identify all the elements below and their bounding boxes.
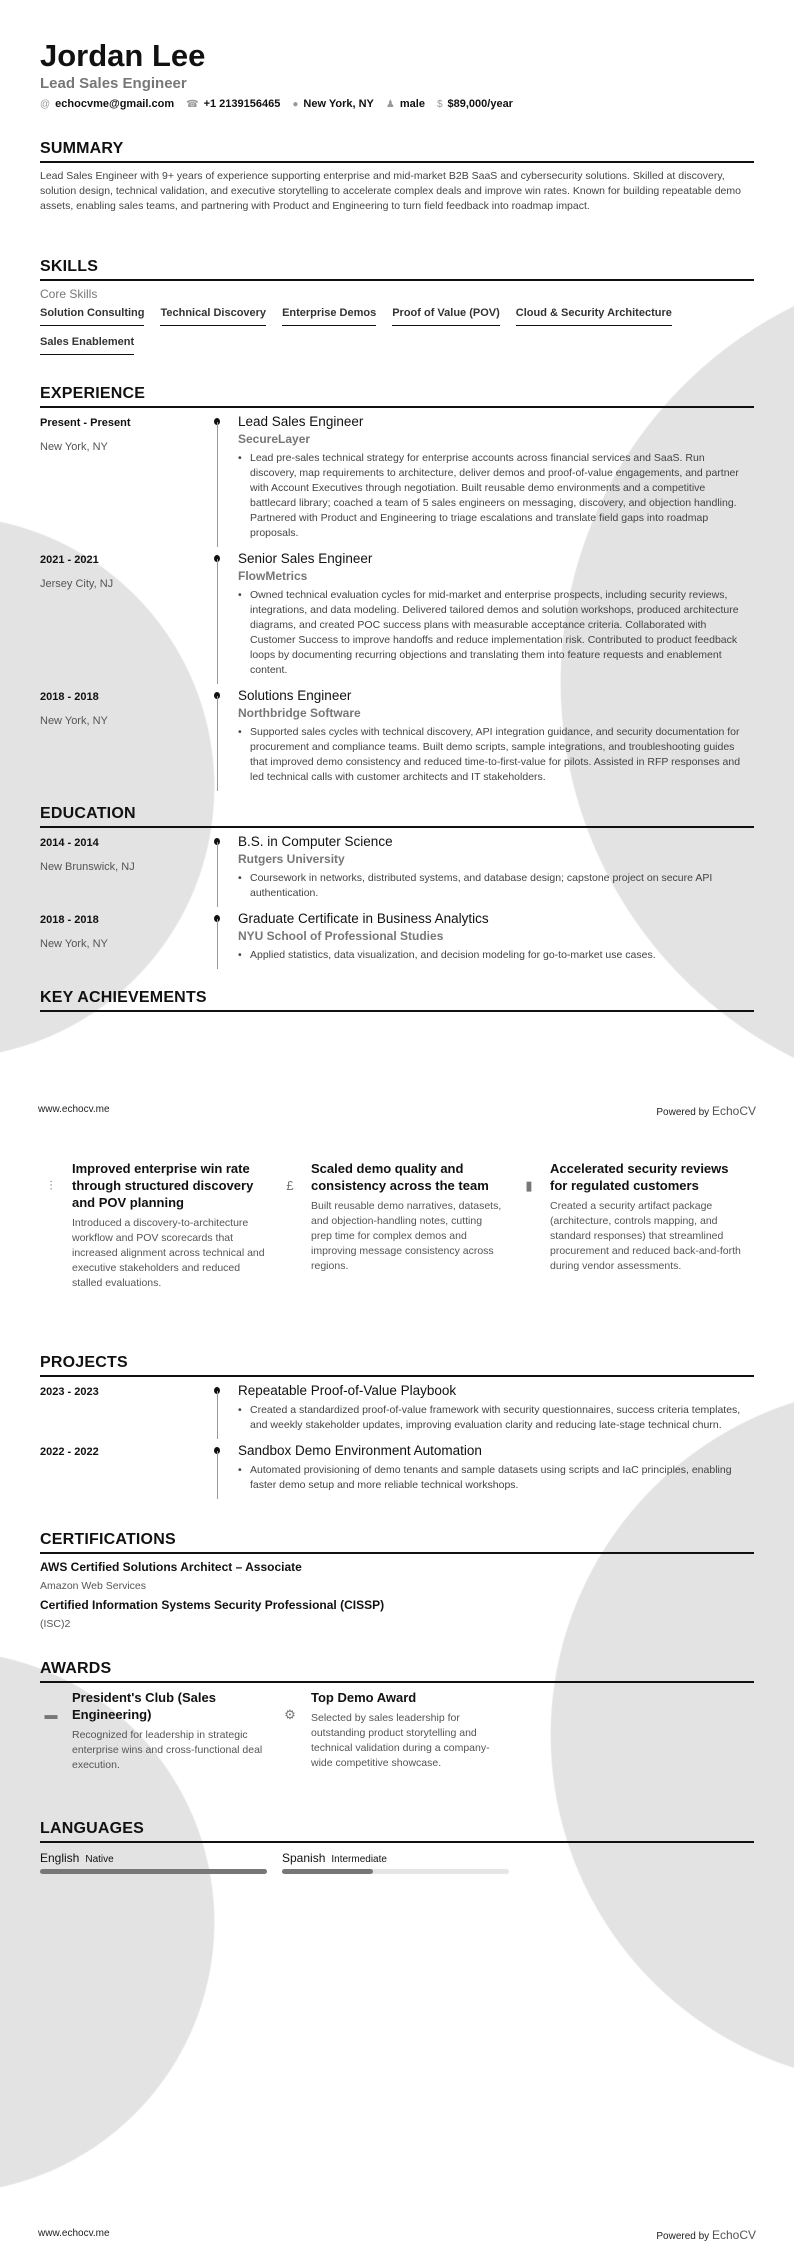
- footer-powered-text: Powered by: [656, 2231, 710, 2242]
- entry-meta: [40, 1443, 215, 1503]
- section-heading: EDUCATION: [40, 805, 754, 828]
- certification-issuer: (ISC)2: [40, 1618, 71, 1630]
- language-item: [40, 1849, 267, 1874]
- entry-organization: Rutgers University: [238, 852, 345, 866]
- entry-date: 2018 - 2018: [40, 914, 99, 926]
- experience-entry: [40, 551, 754, 688]
- entry-body: [238, 688, 754, 795]
- proficiency-fill: [40, 1869, 267, 1874]
- entry-bullet: • Created a standardized proof-of-value framework with security questionnaires, success criteria templates, and weekly stakeholder updates, improving evaluation clarity and reducing late-stage technical churn.: [238, 1403, 754, 1433]
- entry-body: [238, 834, 754, 911]
- item-content: [311, 1689, 504, 1773]
- item-content: [550, 1160, 743, 1291]
- item-title: Scaled demo quality and consistency across the team: [311, 1161, 489, 1193]
- proficiency-fill: [282, 1869, 373, 1874]
- achievements-section: [40, 1160, 754, 1291]
- language-label: [282, 1849, 509, 1867]
- skills-list: [40, 307, 754, 355]
- section-heading: CERTIFICATIONS: [40, 1531, 754, 1554]
- section-heading: AWARDS: [40, 1660, 754, 1683]
- language-level: Native: [85, 1854, 114, 1865]
- contact-salary: [437, 98, 513, 110]
- header: [40, 38, 754, 110]
- skill-group-label: Core Skills: [40, 287, 98, 301]
- certification-title: Certified Information Systems Security Professional (CISSP): [40, 1598, 385, 1612]
- footer-site-link[interactable]: www.echocv.me: [38, 2228, 110, 2239]
- sliders-icon: ⫶: [49, 1178, 53, 1193]
- footer-powered-text: Powered by: [656, 1107, 710, 1118]
- entry-organization: FlowMetrics: [238, 569, 308, 583]
- timeline-marker: [215, 834, 225, 911]
- skill-tag: Solution Consulting: [40, 307, 144, 326]
- skill-tag: Technical Discovery: [160, 307, 266, 326]
- skills-section: [40, 258, 754, 355]
- location-icon: ●: [292, 99, 299, 110]
- entry-title: Repeatable Proof-of-Value Playbook: [238, 1383, 457, 1398]
- achievements-heading-section: [40, 989, 754, 1018]
- entry-date: 2018 - 2018: [40, 691, 99, 703]
- at-icon: @: [40, 99, 51, 110]
- contact-gender-text: male: [399, 98, 425, 110]
- skill-tag: Cloud & Security Architecture: [516, 307, 672, 326]
- entry-body: [238, 551, 754, 688]
- entry-organization: Northbridge Software: [238, 706, 361, 720]
- timeline-marker: [215, 551, 225, 688]
- education-entry: [40, 911, 754, 973]
- timeline-line: [217, 1451, 218, 1499]
- item-description: Built reusable demo narratives, datasets, and objection-handling notes, cutting prep time for complex demos and improving message consistency across regions.: [311, 1200, 502, 1272]
- projects-list: [40, 1383, 754, 1503]
- file-plus-icon: ▮: [525, 1178, 533, 1193]
- proficiency-bar: [282, 1869, 509, 1874]
- certifications-section: [40, 1531, 754, 1636]
- timeline-marker: [215, 911, 225, 973]
- candidate-title: Lead Sales Engineer: [40, 75, 187, 92]
- section-heading: KEY ACHIEVEMENTS: [40, 989, 754, 1012]
- timeline-marker: [215, 688, 225, 795]
- language-item: [282, 1849, 509, 1874]
- entry-meta: [40, 688, 215, 795]
- entry-location: New Brunswick, NJ: [40, 861, 135, 873]
- item-content: [72, 1689, 265, 1773]
- experience-entry: [40, 688, 754, 795]
- section-heading: EXPERIENCE: [40, 385, 754, 408]
- footer-brand: EchoCV: [711, 2228, 756, 2242]
- proficiency-bar: [40, 1869, 267, 1874]
- footer-powered: [656, 2228, 756, 2242]
- experience-entry: [40, 414, 754, 551]
- timeline-line: [217, 422, 218, 547]
- timeline-line: [217, 696, 218, 791]
- item-description: Created a security artifact package (architecture, controls mapping, and standard responses) that streamlined procurement and reduced back-and-forth during vendor assessments.: [550, 1200, 741, 1272]
- entry-date: 2021 - 2021: [40, 554, 99, 566]
- awards-item: [40, 1689, 265, 1773]
- item-description: Recognized for leadership in strategic enterprise wins and cross-functional deal execution.: [72, 1729, 263, 1771]
- page-footer: [38, 1104, 756, 1118]
- language-name: Spanish: [282, 1851, 326, 1865]
- entry-body: [238, 1383, 754, 1443]
- item-title: Top Demo Award: [311, 1690, 417, 1705]
- entry-meta: [40, 834, 215, 911]
- skill-tag: Sales Enablement: [40, 336, 134, 355]
- entry-location: New York, NY: [40, 715, 108, 727]
- languages-section: [40, 1820, 754, 1874]
- timeline-line: [217, 559, 218, 684]
- entry-meta: [40, 414, 215, 551]
- entry-bullet: • Supported sales cycles with technical discovery, API integration guidance, and security documentation for procurement and compliance teams. Built demo scripts, sample integrations, and troubleshooting guides that improved demo consistency and reduced time-to-first-value for pilots. Assisted in RFP responses and led technical calls with customer architects and IT stakeholders.: [238, 725, 754, 785]
- timeline-marker: [215, 1443, 225, 1503]
- entry-organization: NYU School of Professional Studies: [238, 929, 444, 943]
- certifications-list: [40, 1560, 754, 1630]
- section-heading: SUMMARY: [40, 140, 754, 163]
- entry-title: Solutions Engineer: [238, 688, 352, 703]
- gear-icon: ⚙: [284, 1707, 296, 1722]
- awards-list: [40, 1689, 754, 1773]
- pound-coin-icon: £: [286, 1178, 294, 1193]
- item-content: [72, 1160, 265, 1291]
- entry-bullet: • Automated provisioning of demo tenants and sample datasets using scripts and IaC principles, enabling faster demo setup and more reliable technical workshops.: [238, 1463, 754, 1493]
- footer-powered: [656, 1104, 756, 1118]
- summary-text: Lead Sales Engineer with 9+ years of experience supporting enterprise and mid-market B2B SaaS and cybersecurity solutions. Skilled at discovery, solution design, technical validation, and executive storytelling to accelerate complex deals and improve win rates. Known for building repeatable demo assets, enabling sales teams, and partnering with Product and Engineering to turn field feedback into roadmap impact.: [40, 170, 741, 212]
- awards-section: [40, 1660, 754, 1773]
- awards-item: [279, 1689, 504, 1773]
- section-heading: PROJECTS: [40, 1354, 754, 1377]
- footer-site-link[interactable]: www.echocv.me: [38, 1104, 110, 1115]
- item-title: President's Club (Sales Engineering): [72, 1690, 216, 1722]
- experience-list: [40, 414, 754, 795]
- timeline-line: [217, 1391, 218, 1439]
- projects-entry: [40, 1383, 754, 1443]
- footer-brand: EchoCV: [711, 1104, 756, 1118]
- achievements-item: [518, 1160, 743, 1291]
- item-title: Improved enterprise win rate through structured discovery and POV planning: [72, 1161, 254, 1210]
- briefcase-icon: ▬: [44, 1707, 58, 1722]
- education-list: [40, 834, 754, 973]
- entry-location: Jersey City, NJ: [40, 578, 114, 590]
- money-icon: $: [436, 99, 443, 110]
- entry-date: 2014 - 2014: [40, 837, 99, 849]
- contact-phone-text: +1 2139156465: [203, 98, 281, 110]
- language-name: English: [40, 1851, 80, 1865]
- contact-location: [292, 98, 374, 110]
- entry-date: 2022 - 2022: [40, 1446, 99, 1458]
- contact-info: [40, 98, 754, 110]
- phone-icon: ☎: [186, 99, 199, 110]
- entry-bullet: • Coursework in networks, distributed systems, and database design; capstone project on secure API authentication.: [238, 871, 754, 901]
- entry-meta: [40, 551, 215, 688]
- entry-location: New York, NY: [40, 441, 108, 453]
- contact-email-text: echocvme@gmail.com: [55, 98, 175, 110]
- page-footer: [38, 2228, 756, 2242]
- summary-section: [40, 140, 754, 214]
- experience-section: [40, 385, 754, 795]
- timeline-marker: [215, 1383, 225, 1443]
- timeline-line: [217, 842, 218, 907]
- contact-salary-text: $89,000/year: [447, 98, 513, 110]
- section-heading: SKILLS: [40, 258, 754, 281]
- item-description: Selected by sales leadership for outstanding product storytelling and technical validation during a company-wide competitive showcase.: [311, 1712, 490, 1769]
- entry-body: [238, 414, 754, 551]
- contact-email[interactable]: [40, 98, 174, 110]
- education-section: [40, 805, 754, 973]
- timeline-marker: [215, 414, 225, 551]
- skill-tag: Proof of Value (POV): [392, 307, 500, 326]
- languages-list: [40, 1849, 754, 1874]
- entry-title: Graduate Certificate in Business Analytics: [238, 911, 489, 926]
- entry-organization: SecureLayer: [238, 432, 311, 446]
- entry-title: Lead Sales Engineer: [238, 414, 364, 429]
- item-title: Accelerated security reviews for regulated customers: [550, 1161, 729, 1193]
- entry-title: Sandbox Demo Environment Automation: [238, 1443, 482, 1458]
- entry-body: [238, 1443, 754, 1503]
- entry-date: Present - Present: [40, 417, 131, 429]
- entry-title: Senior Sales Engineer: [238, 551, 373, 566]
- timeline-line: [217, 919, 218, 969]
- entry-bullet: • Lead pre-sales technical strategy for enterprise accounts across financial services and SaaS. Run discovery, map requirements to architecture, deliver demos and proof-of-value engagements, and partner with Account Executives through negotiation. Built reusable demo environments and a competitive battlecard library; coached a team of 5 sales engineers on messaging, discovery, and objection handling. Partnered with Product and Engineering to triage escalations and translate field gaps into roadmap proposals.: [238, 451, 754, 541]
- contact-location-text: New York, NY: [303, 98, 374, 110]
- achievements-item: [279, 1160, 504, 1291]
- entry-title: B.S. in Computer Science: [238, 834, 393, 849]
- certification-issuer: Amazon Web Services: [40, 1580, 147, 1592]
- contact-gender: [386, 98, 425, 110]
- entry-bullet: • Owned technical evaluation cycles for mid-market and enterprise prospects, including security reviews, integrations, and data modeling. Delivered tailored demos and solution workshops, produced architecture diagrams, and created POC success plans with measurable acceptance criteria. Collaborated with Customer Success to improve handoffs and reduce implementation risk. Contributed to product feedback loops by documenting recurring objections and translating them into feature requests and enablement content.: [238, 588, 754, 678]
- entry-location: New York, NY: [40, 938, 108, 950]
- entry-bullet: • Applied statistics, data visualization, and decision modeling for go-to-market use cases.: [238, 948, 754, 963]
- language-label: [40, 1849, 267, 1867]
- certification-title: AWS Certified Solutions Architect – Associate: [40, 1560, 302, 1574]
- candidate-name: Jordan Lee: [40, 38, 206, 73]
- section-heading: LANGUAGES: [40, 1820, 754, 1843]
- item-content: [311, 1160, 504, 1291]
- item-description: Introduced a discovery-to-architecture workflow and POV scorecards that increased alignment across technical and executive stakeholders and reduced stalled evaluations.: [72, 1217, 265, 1289]
- achievements-list: [40, 1160, 754, 1291]
- projects-section: [40, 1354, 754, 1503]
- contact-phone[interactable]: [186, 98, 280, 110]
- entry-date: 2023 - 2023: [40, 1386, 99, 1398]
- entry-body: [238, 911, 754, 973]
- entry-meta: [40, 1383, 215, 1443]
- entry-meta: [40, 911, 215, 973]
- skill-tag: Enterprise Demos: [282, 307, 376, 326]
- achievements-item: [40, 1160, 265, 1291]
- education-entry: [40, 834, 754, 911]
- language-level: Intermediate: [331, 1854, 387, 1865]
- person-icon: ♟: [385, 99, 395, 110]
- projects-entry: [40, 1443, 754, 1503]
